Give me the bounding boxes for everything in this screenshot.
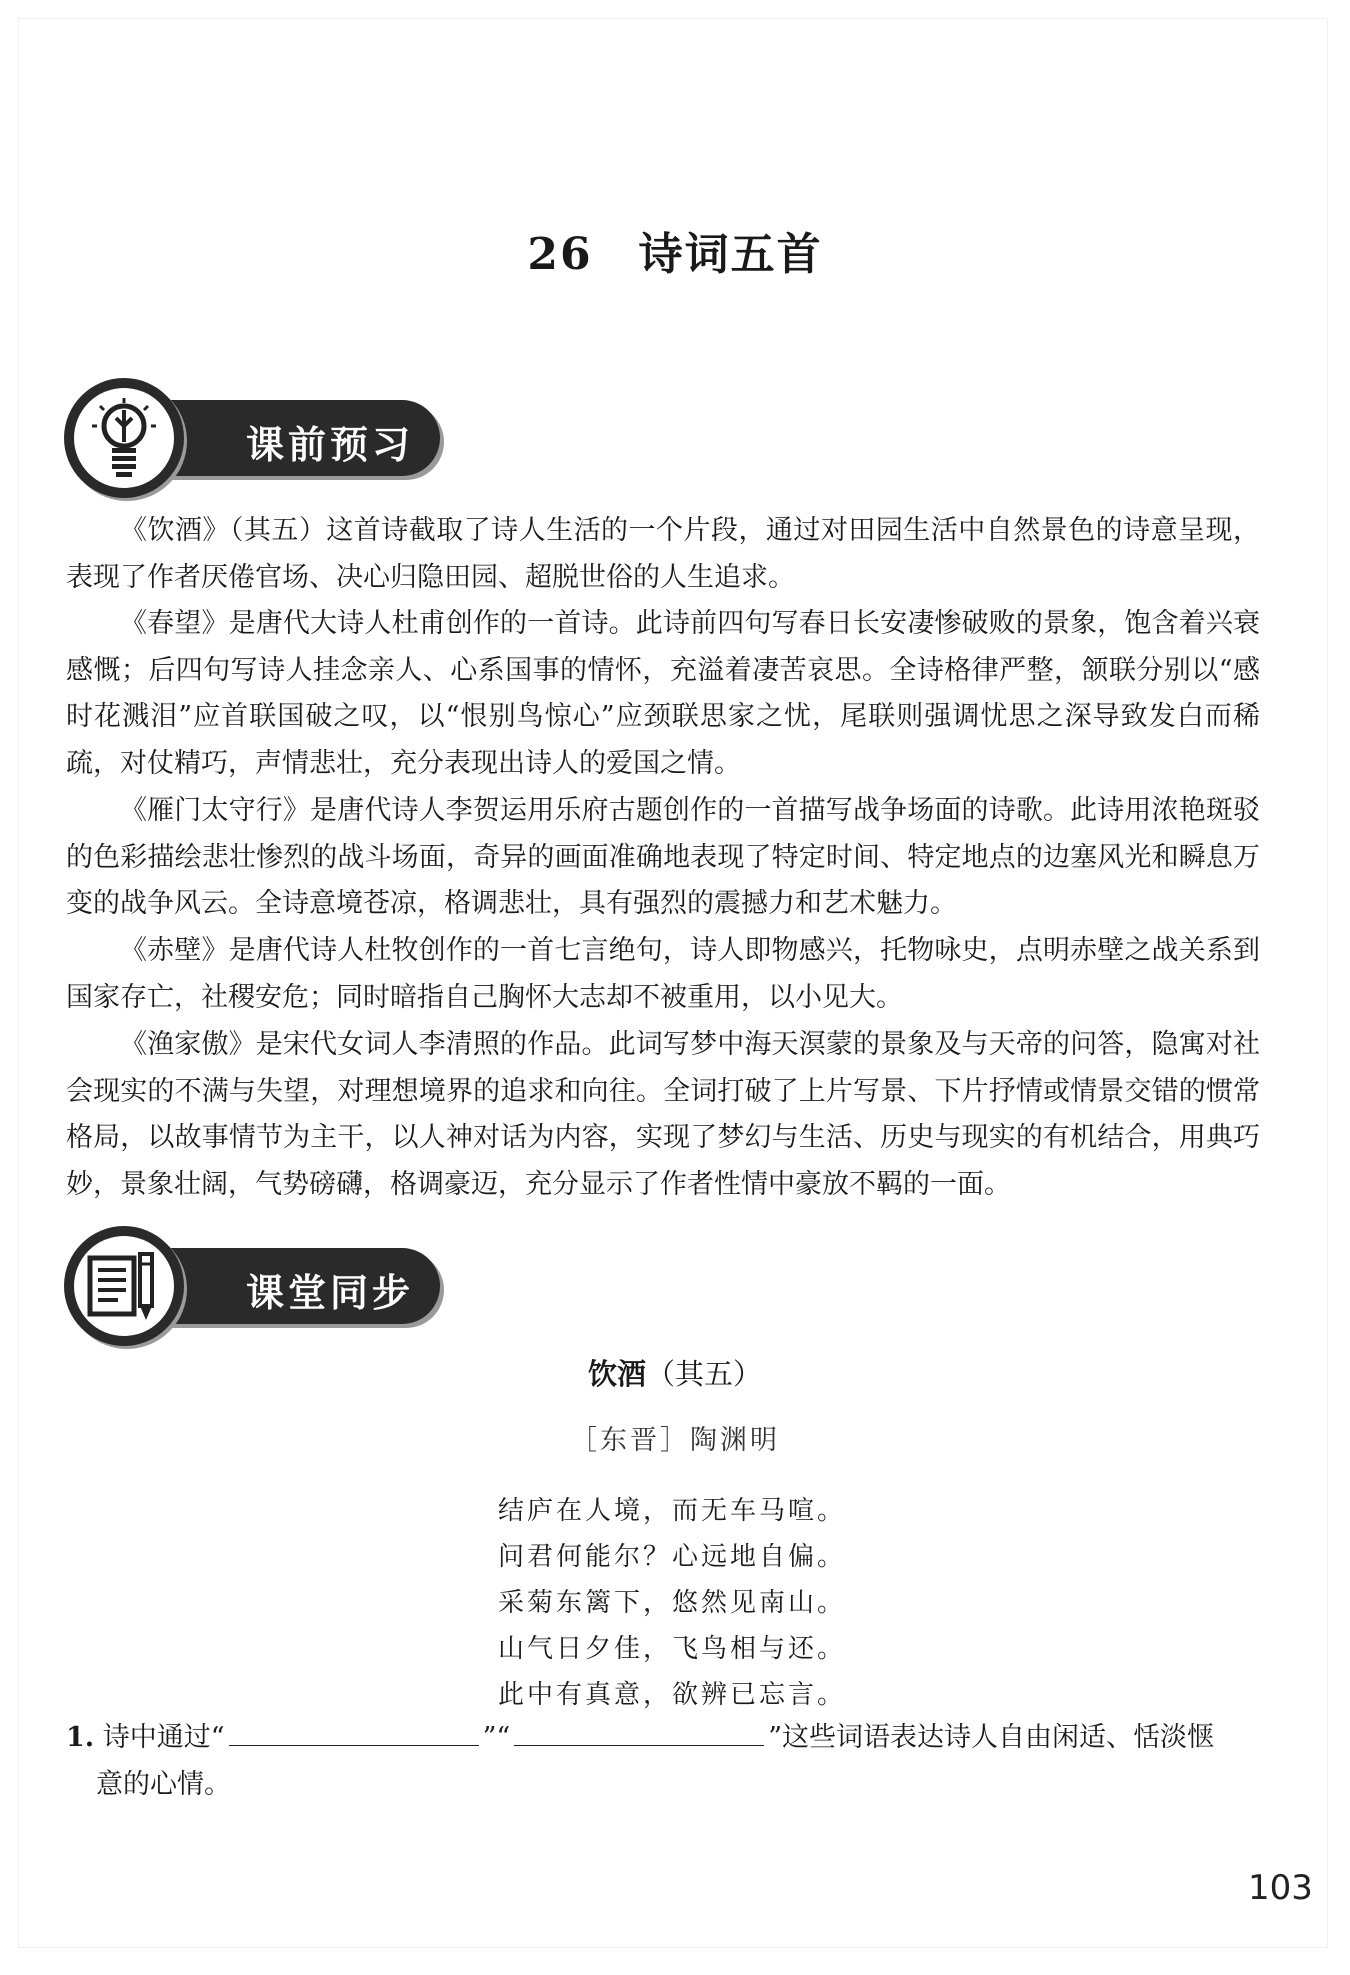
lesson-number: 26 — [527, 229, 593, 280]
poem-line-2: 问君何能尔？心远地自偏。 — [498, 1542, 847, 1572]
question-text-line2: 意的心情。 — [96, 1768, 231, 1800]
poem-title-main: 饮酒 — [587, 1357, 646, 1391]
book-pencil-icon — [86, 1244, 162, 1328]
poem-author: ［东晋］陶渊明 — [570, 1425, 780, 1456]
preview-paragraph-4: 《赤壁》是唐代诗人杜牧创作的一首七言绝句，诗人即物感兴，托物咏史，点明赤壁之战关系到国家存亡，社稷安危；同时暗指自己胸怀大志却不被重用，以小见大。 — [66, 935, 1260, 1013]
poem-line-1: 结庐在人境，而无车马喧。 — [498, 1496, 847, 1526]
preview-paragraph-2: 《春望》是唐代大诗人杜甫创作的一首诗。此诗前四句写春日长安凄惨破败的景象，饱含着兴衰感慨；后四句写诗人挂念亲人、心系国事的情怀，充溢着凄苦哀思。全诗格律严整，颔联分别以“感时花溅泪”应首联国破之叹，以“恨别鸟惊心”应颈联思家之忧，尾联则强调忧思之深导致发白而稀疏，对仗精巧，声情悲壮，充分表现出诗人的爱国之情。 — [66, 608, 1260, 779]
question-text-after: ”这些词语表达诗人自由闲适、恬淡惬 — [768, 1722, 1215, 1753]
poem-line-3: 采菊东篱下，悠然见南山。 — [498, 1588, 847, 1618]
lightbulb-icon — [86, 396, 162, 480]
preview-paragraph-5: 《渔家傲》是宋代女词人李清照的作品。此词写梦中海天溟蒙的景象及与天帝的问答，隐寓对社会现实的不满与失望，对理想境界的追求和向往。全词打破了上片写景、下片抒情或情景交错的惯常格局，以故事情节为主干，以人神对话为内容，实现了梦幻与生活、历史与现实的有机结合，用典巧妙，景象壮阔，气势磅礴，格调豪迈，充分显示了作者性情中豪放不羁的一面。 — [66, 1029, 1260, 1200]
poem-line-5: 此中有真意，欲辨已忘言。 — [498, 1680, 847, 1710]
lesson-title — [0, 218, 1350, 282]
answer-blank-2[interactable] — [514, 1719, 764, 1746]
classroom-section-header — [64, 1226, 415, 1356]
preview-section-header — [64, 378, 415, 508]
question-1 — [66, 1715, 1260, 1808]
poem-title — [0, 1352, 1350, 1393]
preview-paragraph-1: 《饮酒》（其五）这首诗截取了诗人生活的一个片段，通过对田园生活中自然景色的诗意呈现，表现了作者厌倦官场、决心归隐田园、超脱世俗的人生追求。 — [66, 515, 1260, 593]
preview-paragraph-3: 《雁门太守行》是唐代诗人李贺运用乐府古题创作的一首描写战争场面的诗歌。此诗用浓艳斑驳的色彩描绘悲壮惨烈的战斗场面，奇异的画面准确地表现了特定时间、特定地点的边塞风光和瞬息万变的战争风云。全诗意境苍凉，格调悲壮，具有强烈的震撼力和艺术魅力。 — [66, 795, 1260, 920]
question-number: 1. — [66, 1722, 95, 1753]
classroom-heading: 课堂同步 — [246, 1271, 415, 1315]
poem-title-sub: （其五） — [646, 1357, 763, 1391]
question-text-middle: ”“ — [482, 1722, 511, 1753]
lesson-title-text: 诗词五首 — [638, 229, 823, 280]
answer-blank-1[interactable] — [229, 1719, 479, 1746]
poem-line-4: 山气日夕佳，飞鸟相与还。 — [498, 1634, 847, 1664]
preview-heading: 课前预习 — [246, 423, 415, 467]
page-number: 103 — [1248, 1868, 1313, 1908]
question-text-before: 诗中通过“ — [102, 1722, 225, 1753]
